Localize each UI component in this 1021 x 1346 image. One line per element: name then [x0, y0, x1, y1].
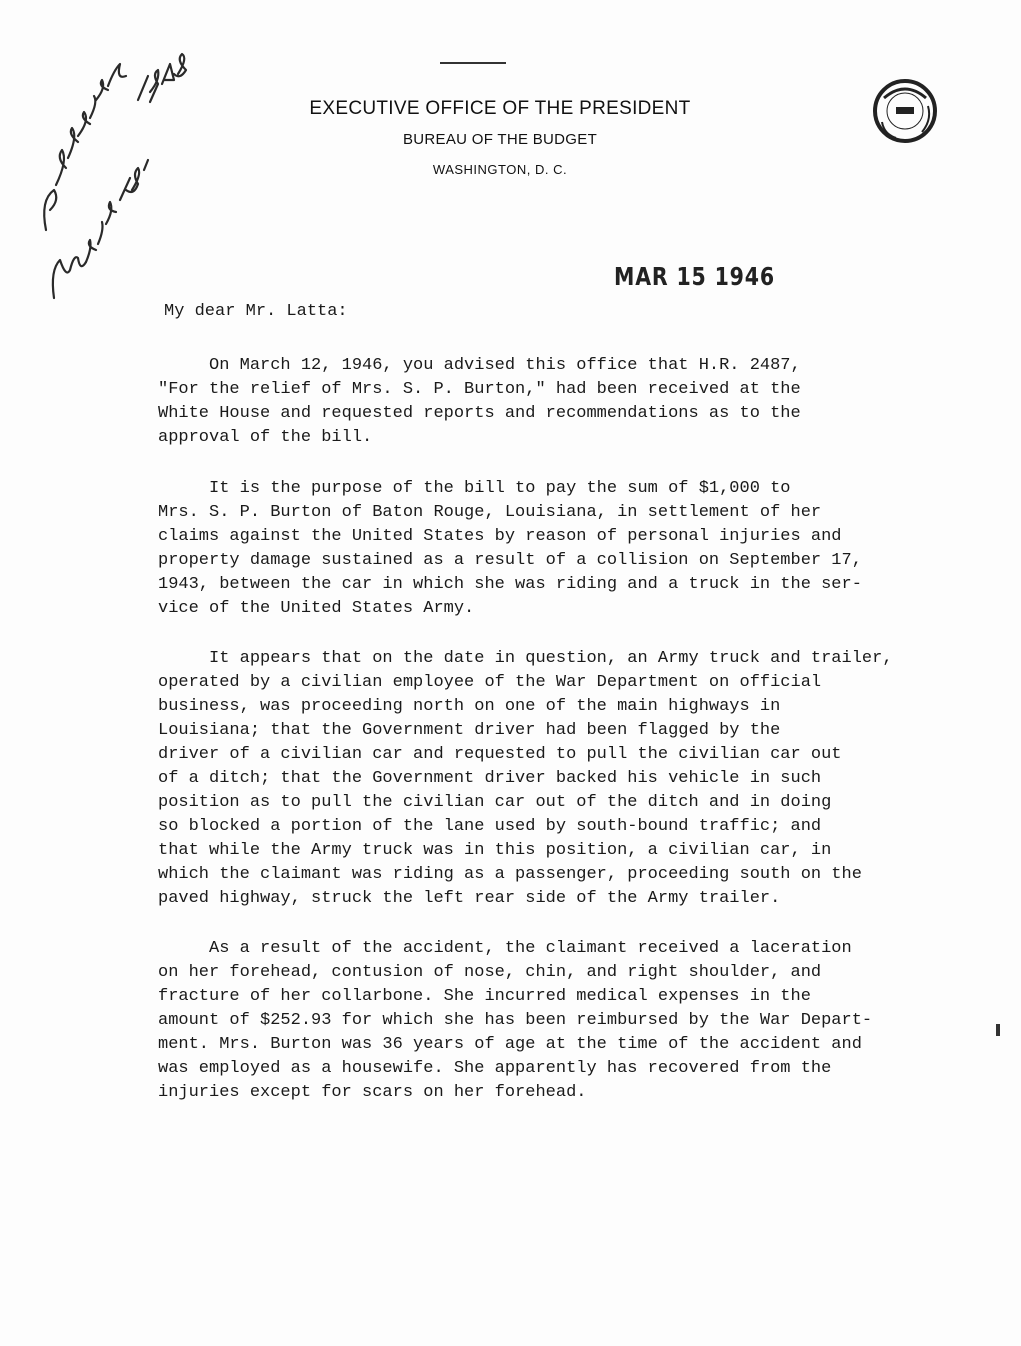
salutation: My dear Mr. Latta: — [164, 302, 348, 321]
paragraph-line: vice of the United States Army. — [158, 599, 475, 618]
paragraph-line: property damage sustained as a result of a collision on September 17, — [158, 551, 862, 570]
paragraph-2 — [158, 477, 908, 621]
paragraph-line: position as to pull the civilian car out of the ditch and in doing — [158, 793, 832, 812]
letterhead-bureau: BUREAU OF THE BUDGET — [402, 131, 598, 148]
paragraph-1 — [158, 354, 908, 450]
paragraph-line: driver of a civilian car and requested to pull the civilian car out — [158, 745, 842, 764]
paragraph-line: was employed as a housewife. She apparently has recovered from the — [158, 1059, 832, 1078]
paragraph-line: It is the purpose of the bill to pay the sum of $1,000 to — [158, 479, 791, 498]
paragraph-3 — [158, 647, 908, 911]
received-date-stamp: MAR 15 1946 — [614, 262, 775, 291]
paragraph-4 — [158, 937, 908, 1105]
paragraph-line: "For the relief of Mrs. S. P. Burton," had been received at the — [158, 380, 801, 399]
paragraph-line: fracture of her collarbone. She incurred medical expenses in the — [158, 987, 811, 1006]
paragraph-line: which the claimant was riding as a passenger, proceeding south on the — [158, 865, 862, 884]
paragraph-line: White House and requested reports and recommendations as to the — [158, 404, 801, 423]
library-stamp-seal — [872, 78, 938, 144]
paragraph-line: on her forehead, contusion of nose, chin, and right shoulder, and — [158, 963, 822, 982]
paragraph-line: 1943, between the car in which she was riding and a truck in the ser- — [158, 575, 862, 594]
letterhead-rule — [440, 62, 506, 64]
paragraph-line: business, was proceeding north on one of the main highways in — [158, 697, 781, 716]
paragraph-line: claims against the United States by reason of personal injuries and — [158, 527, 842, 546]
paragraph-line: Mrs. S. P. Burton of Baton Rouge, Louisiana, in settlement of her — [158, 503, 822, 522]
paragraph-line: that while the Army truck was in this position, a civilian car, in — [158, 841, 832, 860]
paragraph-line: approval of the bill. — [158, 428, 373, 447]
paragraph-line: injuries except for scars on her forehead. — [158, 1083, 587, 1102]
paragraph-line: of a ditch; that the Government driver backed his vehicle in such — [158, 769, 822, 788]
paragraph-line: As a result of the accident, the claimant received a laceration — [158, 939, 852, 958]
paragraph-line: Louisiana; that the Government driver had been flagged by the — [158, 721, 781, 740]
paragraph-line: so blocked a portion of the lane used by south-bound traffic; and — [158, 817, 822, 836]
handwritten-approval-signature — [20, 40, 200, 300]
letterhead-office: EXECUTIVE OFFICE OF THE PRESIDENT — [309, 98, 691, 119]
paragraph-line: paved highway, struck the left rear side of the Army trailer. — [158, 889, 781, 908]
paragraph-line: On March 12, 1946, you advised this office that H.R. 2487, — [158, 356, 801, 375]
paragraph-line: It appears that on the date in question, an Army truck and trailer, — [158, 649, 893, 668]
paragraph-line: operated by a civilian employee of the War Department on official — [158, 673, 822, 692]
margin-mark — [996, 1024, 1000, 1036]
paragraph-line: ment. Mrs. Burton was 36 years of age at the time of the accident and — [158, 1035, 862, 1054]
letterhead-city: WASHINGTON, D. C. — [432, 162, 568, 177]
paragraph-line: amount of $252.93 for which she has been reimbursed by the War Depart- — [158, 1011, 873, 1030]
